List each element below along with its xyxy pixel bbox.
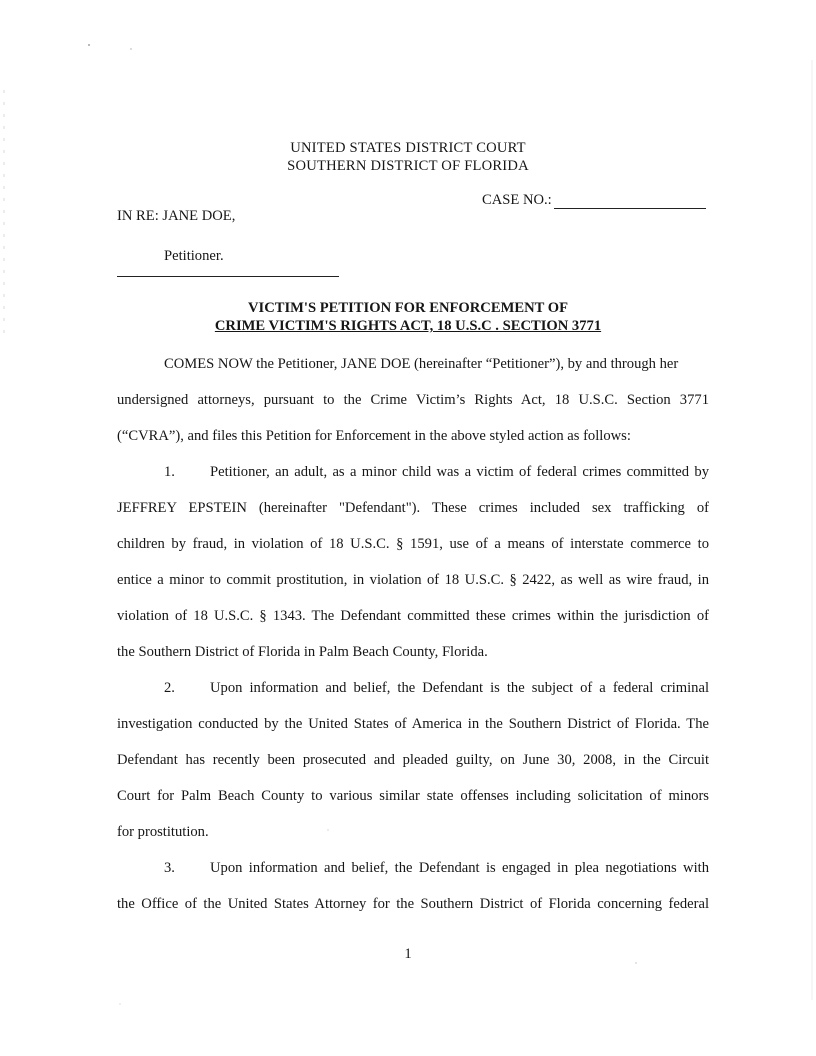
paragraph-line: Defendant has recently been prosecuted and pleaded guilty, on June 30, 2008, in the Circuit	[117, 752, 709, 768]
caption-rule	[117, 276, 339, 277]
court-district: SOUTHERN DISTRICT OF FLORIDA	[287, 158, 529, 174]
paragraph-line: Upon information and belief, the Defendant is engaged in plea negotiations with	[210, 860, 709, 876]
paragraph-line: violation of 18 U.S.C. § 1343. The Defendant committed these crimes within the jurisdiction of	[117, 608, 709, 624]
intro-line-text: COMES NOW the Petitioner, JANE DOE (hereinafter “Petitioner”), by and through her	[164, 356, 679, 372]
case-number-line	[482, 192, 706, 209]
paragraph-line: investigation conducted by the United States of America in the Southern District of Florida. The	[117, 716, 709, 732]
paragraph-number: 2.	[164, 680, 175, 696]
case-number-label: CASE NO.:	[482, 192, 552, 208]
intro-line: undersigned attorneys, pursuant to the Crime Victim’s Rights Act, 18 U.S.C. Section 3771	[117, 392, 709, 408]
court-name: UNITED STATES DISTRICT COURT	[290, 140, 526, 156]
document-title: VICTIM'S PETITION FOR ENFORCEMENT OF	[247, 300, 568, 316]
document-subtitle	[0, 317, 816, 335]
paragraph-line: Upon information and belief, the Defendant is the subject of a federal criminal	[210, 680, 709, 696]
paragraph-line: JEFFREY EPSTEIN (hereinafter "Defendant"). These crimes included sex trafficking of	[117, 500, 709, 516]
paragraph-line: Court for Palm Beach County to various similar state offenses including solicitation of minors	[117, 788, 709, 804]
paragraph-line: children by fraud, in violation of 18 U.S.C. § 1591, use of a means of interstate commerce to	[117, 536, 709, 552]
paragraph-number: 3.	[164, 860, 175, 876]
paragraph-line: Petitioner, an adult, as a minor child was a victim of federal crimes committed by	[210, 464, 709, 480]
paragraph-number: 1.	[164, 464, 175, 480]
intro-line	[164, 355, 709, 373]
paragraph-line: entice a minor to commit prostitution, in violation of 18 U.S.C. § 2422, as well as wire fraud, in	[117, 572, 709, 588]
case-number-blank	[554, 195, 706, 209]
page-number: 1	[404, 946, 412, 962]
document-subtitle-text: CRIME VICTIM'S RIGHTS ACT, 18 U.S.C . SECTION 3771	[214, 318, 602, 334]
intro-line: (“CVRA”), and files this Petition for Enforcement in the above styled action as follows:	[117, 428, 631, 444]
paragraph-line: for prostitution.	[117, 824, 209, 840]
caption-petitioner: Petitioner.	[164, 248, 224, 264]
paragraph-line: the Office of the United States Attorney for the Southern District of Florida concerning federal	[117, 896, 709, 912]
caption-in-re: IN RE: JANE DOE,	[117, 208, 236, 224]
paragraph-line: the Southern District of Florida in Palm Beach County, Florida.	[117, 644, 488, 660]
